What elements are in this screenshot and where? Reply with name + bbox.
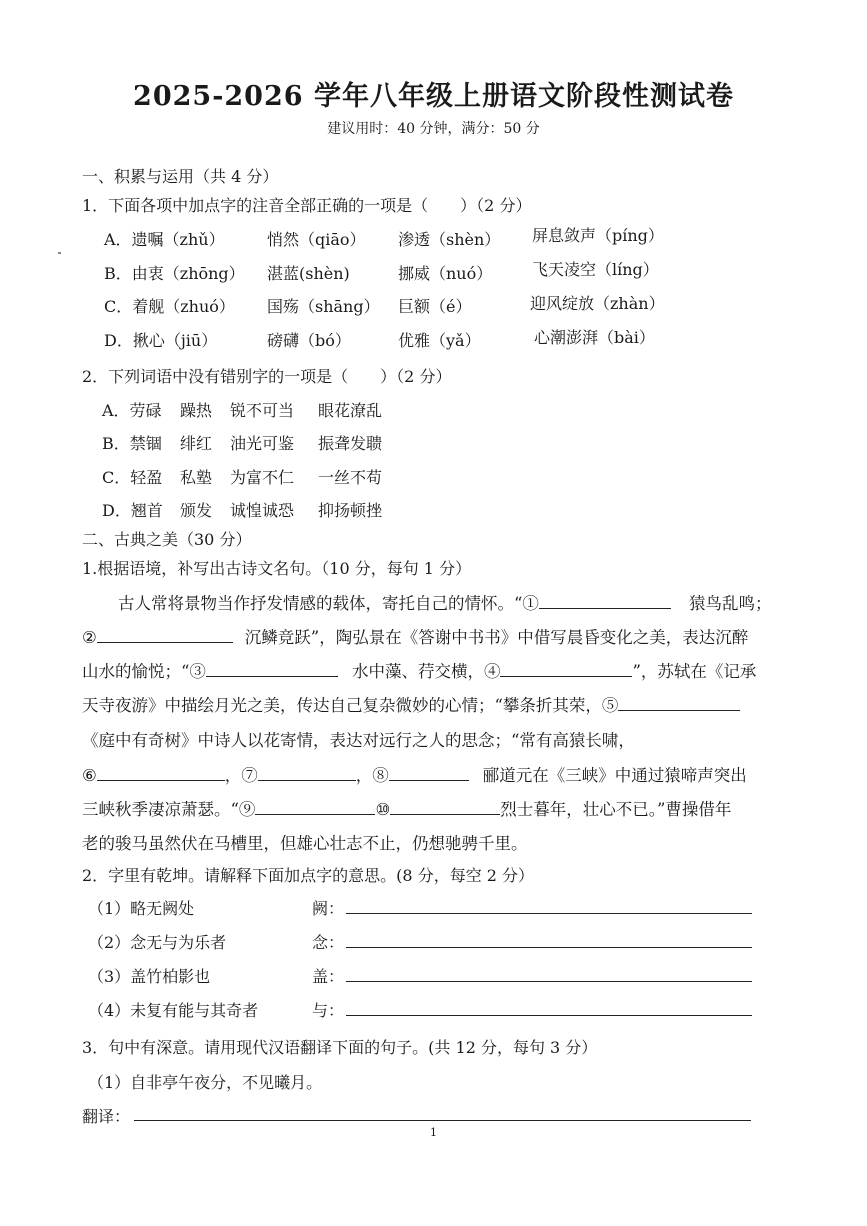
poem-line-3-text-a: 山水的愉悦；“③ xyxy=(82,662,206,681)
blank-2[interactable] xyxy=(97,626,233,644)
word-item-3: （3）盖竹柏影也 xyxy=(88,967,211,986)
poem-line-8: 老的骏马虽然伏在马槽里，但雄心壮志不止，仍想驰骋千里。 xyxy=(82,834,528,853)
blank-7[interactable] xyxy=(258,764,356,782)
blank-6[interactable] xyxy=(97,764,225,782)
q1-option-a-2: 悄然（qiāo） xyxy=(267,230,366,249)
q2-option-c-3: 为富不仁 xyxy=(230,468,295,487)
q1-option-d-2: 磅礴（bó） xyxy=(267,331,351,350)
poem-line-1-text: 古人常将景物当作抒发情感的载体，寄托自己的情怀。“① xyxy=(118,594,539,613)
blank-4[interactable] xyxy=(500,660,632,678)
q2-option-d-3: 诚惶诚恐 xyxy=(230,501,295,520)
word-key-2: 念： xyxy=(312,933,345,952)
q1-option-c-2: 国殇（shāng） xyxy=(267,297,380,316)
blank-3[interactable] xyxy=(206,660,338,678)
poem-line-6-num-8: ，⑧ xyxy=(355,766,389,785)
q2-option-a-4: 眼花潦乱 xyxy=(318,401,383,420)
q2-option-d-4: 抑扬顿挫 xyxy=(318,501,383,520)
q2-option-a-1: A．劳碌 xyxy=(102,401,162,420)
blank-8[interactable] xyxy=(389,764,469,782)
answer-line-3[interactable] xyxy=(346,981,752,982)
poem-line-1 xyxy=(118,590,771,614)
q1-option-d-1: D．揪心（jiū） xyxy=(104,331,218,350)
poem-line-6-num-6: ⑥ xyxy=(82,766,97,785)
q1-option-b-1: B．由衷（zhōng） xyxy=(104,264,245,283)
poem-line-6 xyxy=(82,762,747,786)
q2-option-b-3: 油光可鉴 xyxy=(230,434,295,453)
q2-option-a-2: 躁热 xyxy=(180,401,213,420)
translate-item-1: （1）自非亭午夜分，不见曦月。 xyxy=(88,1073,323,1092)
q2-option-d-1: D．翘首 xyxy=(102,501,163,520)
q1-option-b-4: 飞天凌空（líng） xyxy=(532,260,659,279)
blank-10[interactable] xyxy=(390,798,500,816)
blank-5[interactable] xyxy=(618,694,740,712)
scan-speck xyxy=(58,252,61,254)
part2-q2-stem: 2．字里有乾坤。请解释下面加点字的意思。(8 分，每空 2 分） xyxy=(82,866,535,885)
part2-q3-stem: 3．句中有深意。请用现代汉语翻译下面的句子。(共 12 分，每句 3 分） xyxy=(82,1038,598,1057)
poem-line-3 xyxy=(82,658,756,682)
q1-option-a-3: 渗透（shèn） xyxy=(398,230,501,249)
section-heading-1: 一、积累与运用（共 4 分） xyxy=(82,167,279,186)
word-item-1: （1）略无阙处 xyxy=(88,899,195,918)
question-2-stem: 2．下列词语中没有错别字的一项是（ ）（2 分） xyxy=(82,367,452,386)
q1-option-c-1: C．着舰（zhuó） xyxy=(104,297,235,316)
q2-option-c-4: 一丝不苟 xyxy=(318,468,383,487)
exam-subtitle: 建议用时：40 分钟，满分：50 分 xyxy=(327,121,540,137)
poem-line-2 xyxy=(82,624,748,648)
poem-line-3-text-c: ”，苏轼在《记承 xyxy=(632,662,757,681)
blank-9[interactable] xyxy=(255,798,375,816)
blank-1[interactable] xyxy=(539,592,671,610)
q1-option-a-4: 屏息敛声（píng） xyxy=(532,226,664,245)
word-item-2: （2）念无与为乐者 xyxy=(88,933,227,952)
exam-title: 2025-2026 学年八年级上册语文阶段性测试卷 xyxy=(133,81,734,112)
part2-q1-stem: 1.根据语境，补写出古诗文名句。（10 分，每句 1 分） xyxy=(82,559,472,578)
poem-line-6-num-7: ，⑦ xyxy=(224,766,258,785)
poem-line-2-num: ② xyxy=(82,628,97,647)
poem-line-4 xyxy=(82,692,740,716)
poem-line-1-tail: 猿鸟乱鸣； xyxy=(688,594,772,613)
poem-line-5: 《庭中有奇树》中诗人以花寄情，表达对远行之人的思念；“常有高猿长啸， xyxy=(82,731,635,750)
q2-option-c-2: 私塾 xyxy=(180,468,213,487)
question-1-stem: 1．下面各项中加点字的注音全部正确的一项是（ ）（2 分） xyxy=(82,196,532,215)
q1-option-c-4: 迎风绽放（zhàn） xyxy=(530,294,665,313)
translate-label: 翻译： xyxy=(82,1107,131,1126)
q2-option-a-3: 锐不可当 xyxy=(230,401,295,420)
answer-line-1[interactable] xyxy=(346,913,752,914)
poem-line-6-tail: 郦道元在《三峡》中通过猿啼声突出 xyxy=(482,766,747,785)
q1-option-d-4: 心潮澎湃（bài） xyxy=(534,328,655,347)
translate-answer-line[interactable] xyxy=(134,1120,751,1121)
answer-line-4[interactable] xyxy=(346,1015,752,1016)
poem-line-2-text: 沉鳞竞跃”，陶弘景在《答谢中书书》中借写晨昏变化之美，表达沉醉 xyxy=(244,628,749,647)
word-key-4: 与： xyxy=(312,1001,345,1020)
q1-option-a-1: A．遗嘱（zhǔ） xyxy=(104,230,225,249)
q1-option-b-3: 挪威（nuó） xyxy=(398,264,493,283)
q1-option-d-3: 优雅（yǎ） xyxy=(398,331,481,350)
answer-line-2[interactable] xyxy=(346,947,752,948)
poem-line-7-num-10: ⑩ xyxy=(375,800,391,819)
page-number: 1 xyxy=(430,1126,437,1139)
section-heading-2: 二、古典之美（30 分） xyxy=(82,530,252,549)
q2-option-b-2: 绯红 xyxy=(180,434,213,453)
word-item-4: （4）未复有能与其奇者 xyxy=(88,1001,259,1020)
poem-line-7-text: 三峡秋季凄凉萧瑟。“⑨ xyxy=(82,800,256,819)
q2-option-c-1: C．轻盈 xyxy=(102,468,163,487)
q1-option-c-3: 巨额（é） xyxy=(398,297,472,316)
q2-option-b-4: 振聋发聩 xyxy=(318,434,383,453)
word-key-1: 阙： xyxy=(312,899,345,918)
q2-option-d-2: 颁发 xyxy=(180,501,213,520)
poem-line-7-tail: 烈士暮年，壮心不已。”曹操借年 xyxy=(500,800,732,819)
q1-option-b-2: 湛蓝(shèn) xyxy=(267,264,350,283)
q2-option-b-1: B．禁锢 xyxy=(102,434,162,453)
poem-line-3-text-b: 水中藻、荇交横，④ xyxy=(351,662,501,681)
word-key-3: 盖： xyxy=(312,967,345,986)
poem-line-4-text: 天寺夜游》中描绘月光之美，传达自己复杂微妙的心情；“攀条折其荣，⑤ xyxy=(82,696,619,715)
poem-line-7 xyxy=(82,796,731,820)
